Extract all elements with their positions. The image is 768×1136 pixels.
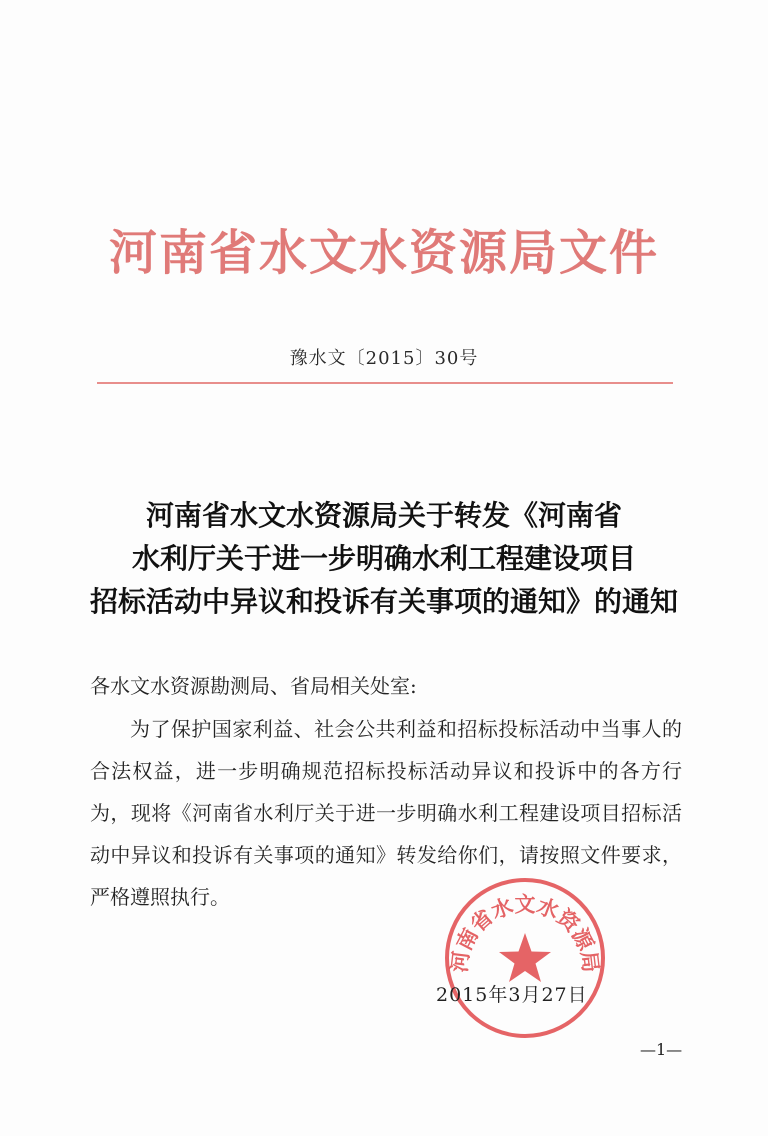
title-line: 水利厅关于进一步明确水利工程建设项目 bbox=[131, 542, 636, 575]
document-number: 豫水文〔2015〕30号 bbox=[289, 348, 479, 369]
title-line: 河南省水文水资源局关于转发《河南省 bbox=[145, 499, 622, 532]
document-title bbox=[60, 494, 708, 623]
issue-date: 2015年3月27日 bbox=[436, 984, 588, 1006]
title-line: 招标活动中异议和投诉有关事项的通知》的通知 bbox=[89, 585, 678, 618]
salutation: 各水文水资源勘测局、省局相关处室: bbox=[90, 674, 417, 698]
issuer-header: 河南省水文水资源局文件 bbox=[108, 225, 659, 281]
page-number: —1— bbox=[640, 1040, 683, 1059]
header-divider bbox=[97, 382, 673, 384]
seal-star-icon bbox=[499, 933, 551, 982]
seal-text-path: 河南省水文水资源局 bbox=[446, 891, 604, 974]
body-paragraph: 为了保护国家利益、社会公共利益和招标投标活动中当事人的合法权益，进一步明确规范招标投标活动异议和投诉中的各方行为，现将《河南省水利厅关于进一步明确水利工程建设项目招标活动中异议和投诉有关事项的通知》转发给你们，请按照文件要求，严格遵照执行。 bbox=[90, 717, 682, 909]
official-seal bbox=[442, 875, 608, 1041]
